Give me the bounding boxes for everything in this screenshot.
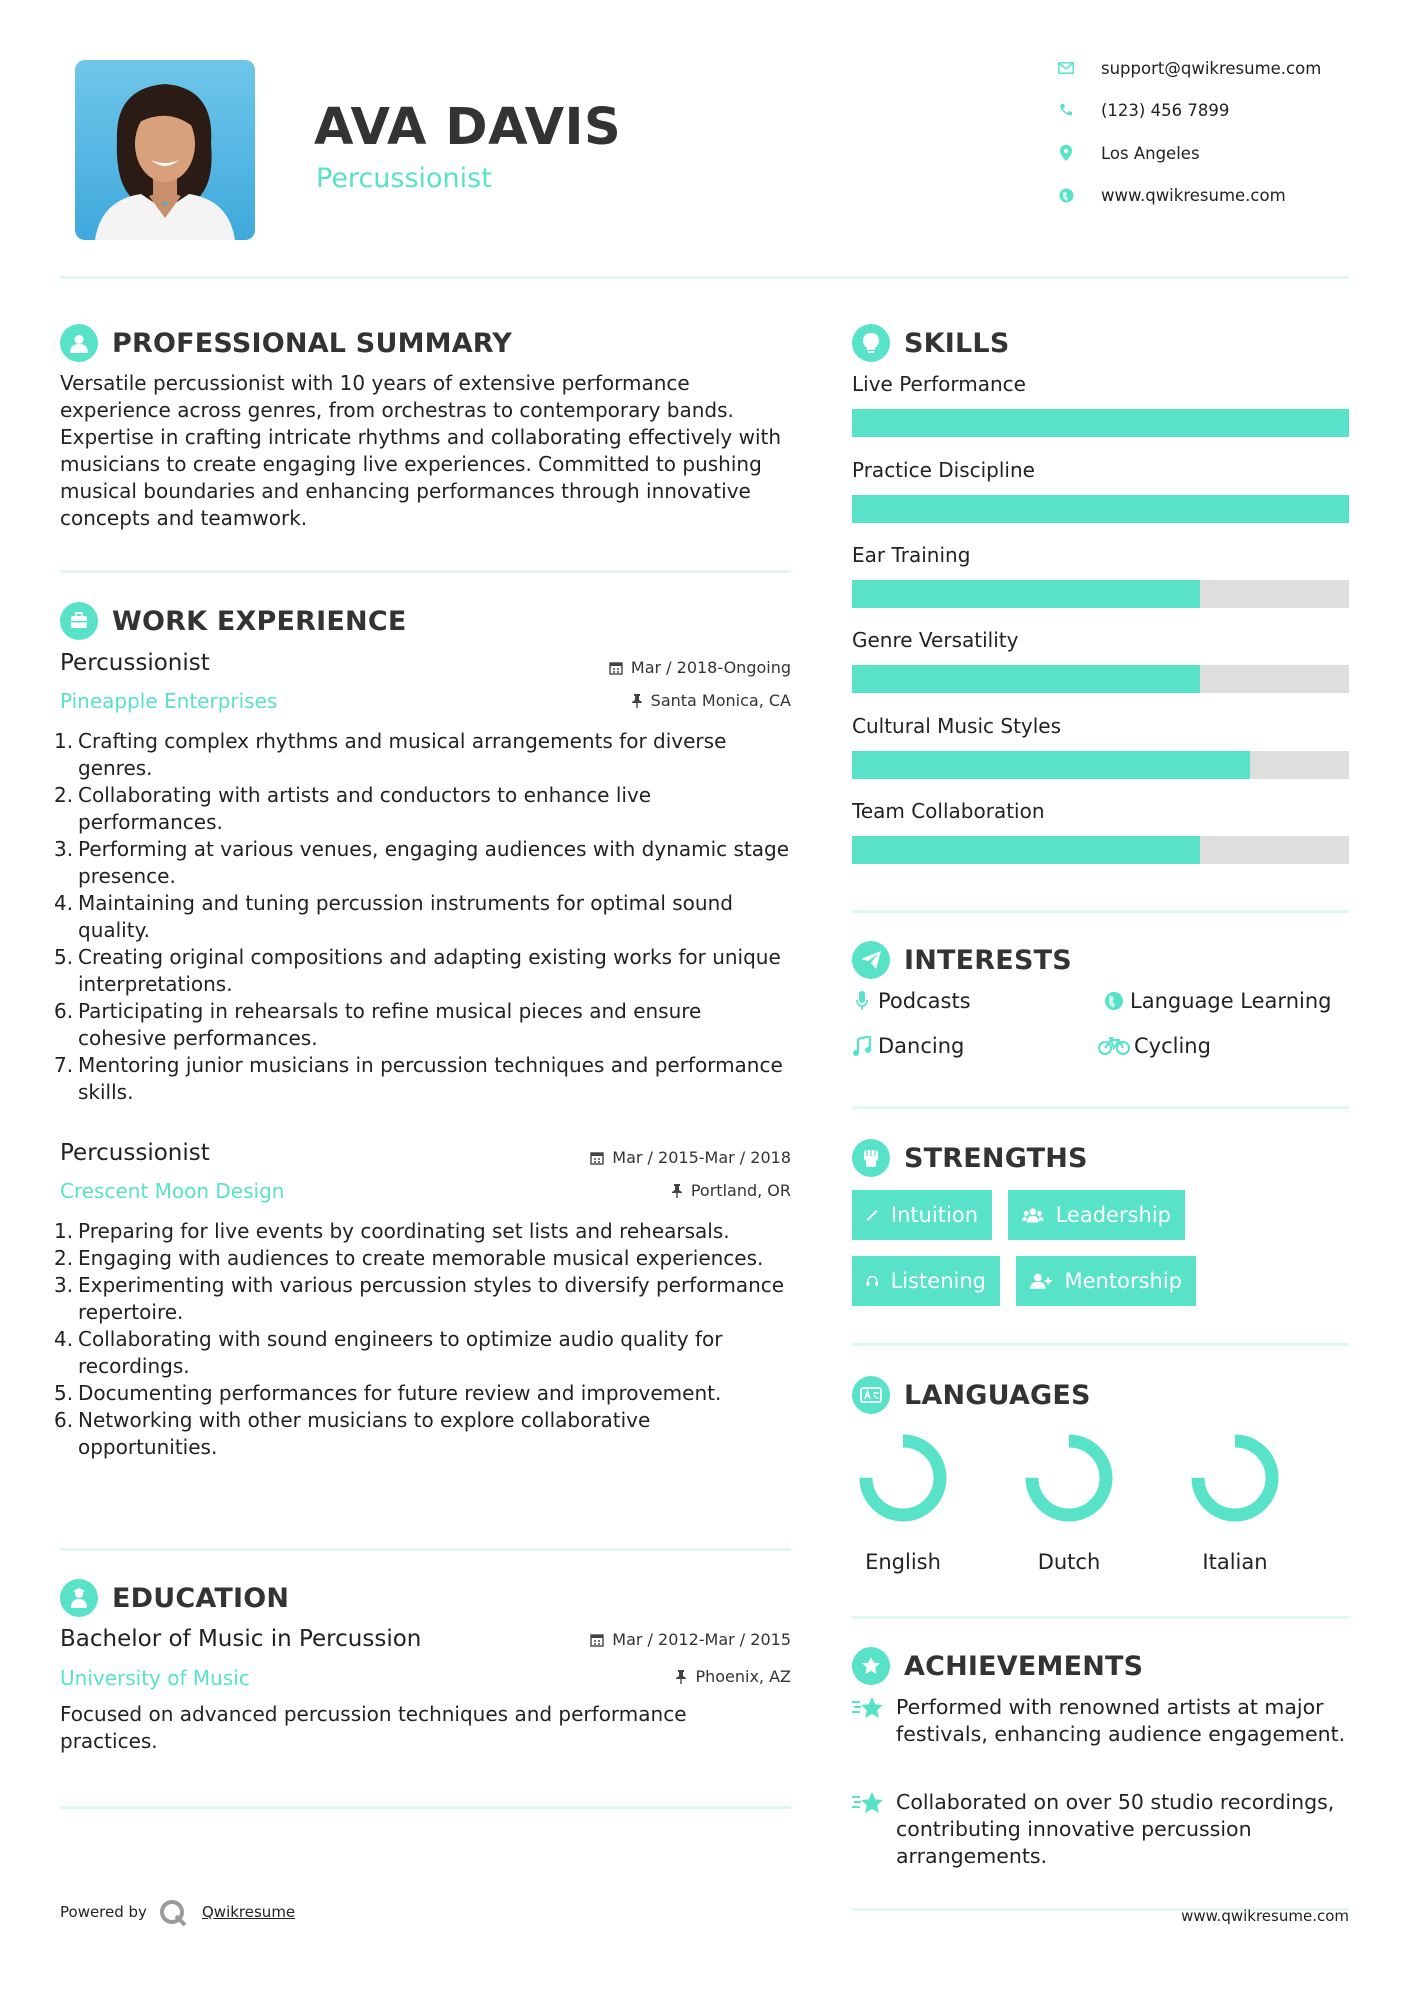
strengths-heading: STRENGTHS bbox=[904, 1142, 1088, 1174]
summary-divider bbox=[60, 570, 791, 573]
language-italian bbox=[1180, 1428, 1290, 1574]
job-2-company: Crescent Moon Design bbox=[60, 1179, 285, 1203]
achievement-text: Performed with renowned artists at major festivals, enhancing audience engagement. bbox=[896, 1695, 1346, 1746]
skill-1-fill bbox=[852, 409, 1349, 437]
list-item: Collaborating with artists and conductors to enhance live performances. bbox=[78, 783, 652, 834]
language-label: English bbox=[865, 1550, 941, 1574]
microphone-icon bbox=[848, 991, 876, 1011]
summary-section-header bbox=[60, 324, 512, 362]
skill-3-bar bbox=[852, 580, 1349, 608]
language-dutch-ring bbox=[1014, 1428, 1124, 1528]
skill-5-bar bbox=[852, 751, 1349, 779]
skill-3-label: Ear Training bbox=[852, 543, 971, 567]
contact-email[interactable] bbox=[1055, 56, 1321, 80]
powered-by-text: Powered by bbox=[60, 1903, 147, 1921]
strength-chip-mentorship bbox=[1016, 1256, 1196, 1306]
user-icon bbox=[60, 324, 98, 362]
list-item: Collaborating with sound engineers to optimize audio quality for recordings. bbox=[78, 1327, 723, 1378]
skills-section-header bbox=[852, 324, 1009, 362]
lightbulb-icon bbox=[852, 324, 890, 362]
language-label: Italian bbox=[1202, 1550, 1268, 1574]
users-icon bbox=[1022, 1205, 1044, 1225]
calendar-icon bbox=[590, 1151, 604, 1165]
summary-text: Versatile percussionist with 10 years of extensive performance experience across genres, from orchestras to contemporary bands. Expertise in crafting intricate rhythms and collaborating effectively with musicians to create engaging live experiences. Committed to pushing musical boundaries and enhancing performances through innovative concepts and teamwork. bbox=[60, 371, 782, 530]
job-1-dates bbox=[460, 658, 791, 677]
briefcase-icon bbox=[60, 602, 98, 640]
skill-2-label: Practice Discipline bbox=[852, 458, 1035, 482]
education-section-header bbox=[60, 1579, 289, 1617]
star-icon bbox=[852, 1789, 896, 1870]
job-2-title: Percussionist bbox=[60, 1140, 210, 1166]
job-1-bullets bbox=[60, 728, 790, 1106]
award-icon bbox=[852, 1647, 890, 1685]
list-item: Networking with other musicians to explore collaborative opportunities. bbox=[78, 1408, 651, 1459]
skill-3-fill bbox=[852, 580, 1200, 608]
map-pin-icon bbox=[1055, 145, 1077, 161]
strength-chip-listening bbox=[852, 1256, 1000, 1306]
interest-label: Dancing bbox=[878, 1034, 965, 1058]
skill-5-label: Cultural Music Styles bbox=[852, 714, 1062, 738]
contact-website[interactable] bbox=[1055, 183, 1286, 207]
star-icon bbox=[852, 1694, 896, 1748]
strength-label: Leadership bbox=[1055, 1203, 1171, 1227]
fist-icon bbox=[852, 1139, 890, 1177]
job-2-dates bbox=[460, 1148, 791, 1167]
pushpin-icon bbox=[671, 1184, 683, 1198]
language-english-ring bbox=[848, 1428, 958, 1528]
job-2-dates-text: Mar / 2015-Mar / 2018 bbox=[612, 1148, 791, 1167]
strengths-section-header bbox=[852, 1139, 1088, 1177]
languages-heading: LANGUAGES bbox=[904, 1379, 1091, 1411]
globe-icon bbox=[1100, 991, 1128, 1011]
strength-label: Intuition bbox=[890, 1203, 978, 1227]
education-school: University of Music bbox=[60, 1666, 250, 1690]
list-item: Participating in rehearsals to refine musical pieces and ensure cohesive performances. bbox=[78, 999, 702, 1050]
skill-1-bar bbox=[852, 409, 1349, 437]
contact-location bbox=[1055, 141, 1200, 165]
job-2-location bbox=[460, 1181, 791, 1200]
interest-podcasts bbox=[848, 989, 971, 1013]
language-english bbox=[848, 1428, 958, 1574]
education-degree: Bachelor of Music in Percussion bbox=[60, 1626, 422, 1652]
achievement-1 bbox=[852, 1694, 1352, 1748]
skill-4-bar bbox=[852, 665, 1349, 693]
music-note-icon bbox=[848, 1036, 876, 1056]
header-divider bbox=[60, 276, 1349, 279]
job-1-location-text: Santa Monica, CA bbox=[650, 691, 791, 710]
interest-language-learning bbox=[1100, 989, 1331, 1013]
pushpin-icon bbox=[675, 1670, 687, 1684]
interest-label: Language Learning bbox=[1130, 989, 1332, 1013]
contact-phone-text: (123) 456 7899 bbox=[1101, 100, 1230, 120]
interests-divider bbox=[852, 1106, 1349, 1109]
qwikresume-link[interactable]: Qwikresume bbox=[202, 1903, 296, 1921]
list-item: Creating original compositions and adapting existing works for unique interpretations. bbox=[78, 945, 781, 996]
magic-wand-icon bbox=[866, 1205, 879, 1225]
achievement-2 bbox=[852, 1789, 1352, 1870]
strength-chip-intuition bbox=[852, 1190, 992, 1240]
contact-phone[interactable] bbox=[1055, 98, 1229, 122]
envelope-icon bbox=[1055, 62, 1077, 74]
education-location bbox=[460, 1667, 791, 1686]
skill-1-label: Live Performance bbox=[852, 372, 1026, 396]
globe-icon bbox=[1055, 188, 1077, 203]
education-heading: EDUCATION bbox=[112, 1582, 290, 1614]
job-1-location bbox=[460, 691, 791, 710]
list-item: Performing at various venues, engaging audiences with dynamic stage presence. bbox=[78, 837, 790, 888]
language-icon bbox=[852, 1376, 890, 1414]
job-1-dates-text: Mar / 2018-Ongoing bbox=[630, 658, 791, 677]
languages-section-header bbox=[852, 1376, 1091, 1414]
profile-photo bbox=[75, 60, 255, 240]
language-dutch bbox=[1014, 1428, 1124, 1574]
strength-label: Listening bbox=[890, 1269, 986, 1293]
skill-5-fill bbox=[852, 751, 1250, 779]
qwikresume-logo-icon bbox=[158, 1898, 188, 1932]
list-item: Mentoring junior musicians in percussion techniques and performance skills. bbox=[78, 1053, 783, 1104]
pushpin-icon bbox=[631, 694, 643, 708]
list-item: Preparing for live events by coordinating set lists and rehearsals. bbox=[78, 1219, 730, 1243]
contact-email-text: support@qwikresume.com bbox=[1101, 58, 1322, 78]
user-plus-icon bbox=[1030, 1271, 1053, 1291]
strengths-divider bbox=[852, 1343, 1349, 1346]
contact-location-text: Los Angeles bbox=[1101, 143, 1200, 163]
achievements-heading: ACHIEVEMENTS bbox=[904, 1650, 1144, 1682]
summary-heading: PROFESSIONAL SUMMARY bbox=[112, 327, 513, 359]
work-heading: WORK EXPERIENCE bbox=[112, 605, 407, 637]
job-1-company: Pineapple Enterprises bbox=[60, 689, 278, 713]
job-1-title: Percussionist bbox=[60, 650, 210, 676]
list-item: Engaging with audiences to create memorable musical experiences. bbox=[78, 1246, 764, 1270]
calendar-icon bbox=[590, 1633, 604, 1647]
education-location-text: Phoenix, AZ bbox=[695, 1667, 791, 1686]
bicycle-icon bbox=[1096, 1037, 1132, 1055]
skill-4-fill bbox=[852, 665, 1200, 693]
skill-6-fill bbox=[852, 836, 1200, 864]
education-dates bbox=[460, 1630, 791, 1649]
work-section-header bbox=[60, 602, 406, 640]
job-2-bullets bbox=[60, 1218, 790, 1461]
language-italian-ring bbox=[1180, 1428, 1290, 1528]
interest-label: Cycling bbox=[1134, 1034, 1211, 1058]
education-description: Focused on advanced percussion techniques and performance practices. bbox=[60, 1702, 687, 1753]
list-item: Maintaining and tuning percussion instruments for optimal sound quality. bbox=[78, 891, 733, 942]
interests-heading: INTERESTS bbox=[904, 944, 1072, 976]
strength-chip-leadership bbox=[1008, 1190, 1185, 1240]
phone-icon bbox=[1055, 103, 1077, 117]
skill-2-bar bbox=[852, 495, 1349, 523]
candidate-name: AVA DAVIS bbox=[314, 98, 622, 157]
skill-6-bar bbox=[852, 836, 1349, 864]
list-item: Experimenting with various percussion styles to diversify performance repertoire. bbox=[78, 1273, 785, 1324]
list-item: Documenting performances for future review and improvement. bbox=[78, 1381, 722, 1405]
achievement-text: Collaborated on over 50 studio recordings, contributing innovative percussion arrangements. bbox=[896, 1790, 1335, 1868]
footer-website[interactable]: www.qwikresume.com bbox=[1181, 1907, 1349, 1925]
paper-plane-icon bbox=[852, 941, 890, 979]
skills-divider bbox=[852, 910, 1349, 913]
skills-heading: SKILLS bbox=[904, 327, 1010, 359]
interest-label: Podcasts bbox=[878, 989, 971, 1013]
contact-website-text: www.qwikresume.com bbox=[1101, 185, 1286, 205]
list-item: Crafting complex rhythms and musical arrangements for diverse genres. bbox=[78, 729, 727, 780]
skill-6-label: Team Collaboration bbox=[852, 799, 1045, 823]
work-divider bbox=[60, 1548, 791, 1551]
skill-4-label: Genre Versatility bbox=[852, 628, 1019, 652]
languages-divider bbox=[852, 1616, 1349, 1619]
job-2-location-text: Portland, OR bbox=[690, 1181, 791, 1200]
education-divider bbox=[60, 1806, 791, 1809]
interest-cycling bbox=[1096, 1034, 1211, 1058]
strength-label: Mentorship bbox=[1064, 1269, 1182, 1293]
language-label: Dutch bbox=[1037, 1550, 1101, 1574]
candidate-title: Percussionist bbox=[316, 163, 492, 194]
interest-dancing bbox=[848, 1034, 964, 1058]
education-dates-text: Mar / 2012-Mar / 2015 bbox=[612, 1630, 791, 1649]
achievements-section-header bbox=[852, 1647, 1143, 1685]
skill-2-fill bbox=[852, 495, 1349, 523]
interests-section-header bbox=[852, 941, 1072, 979]
graduate-icon bbox=[60, 1579, 98, 1617]
calendar-icon bbox=[609, 661, 623, 675]
headphones-icon bbox=[866, 1271, 879, 1291]
